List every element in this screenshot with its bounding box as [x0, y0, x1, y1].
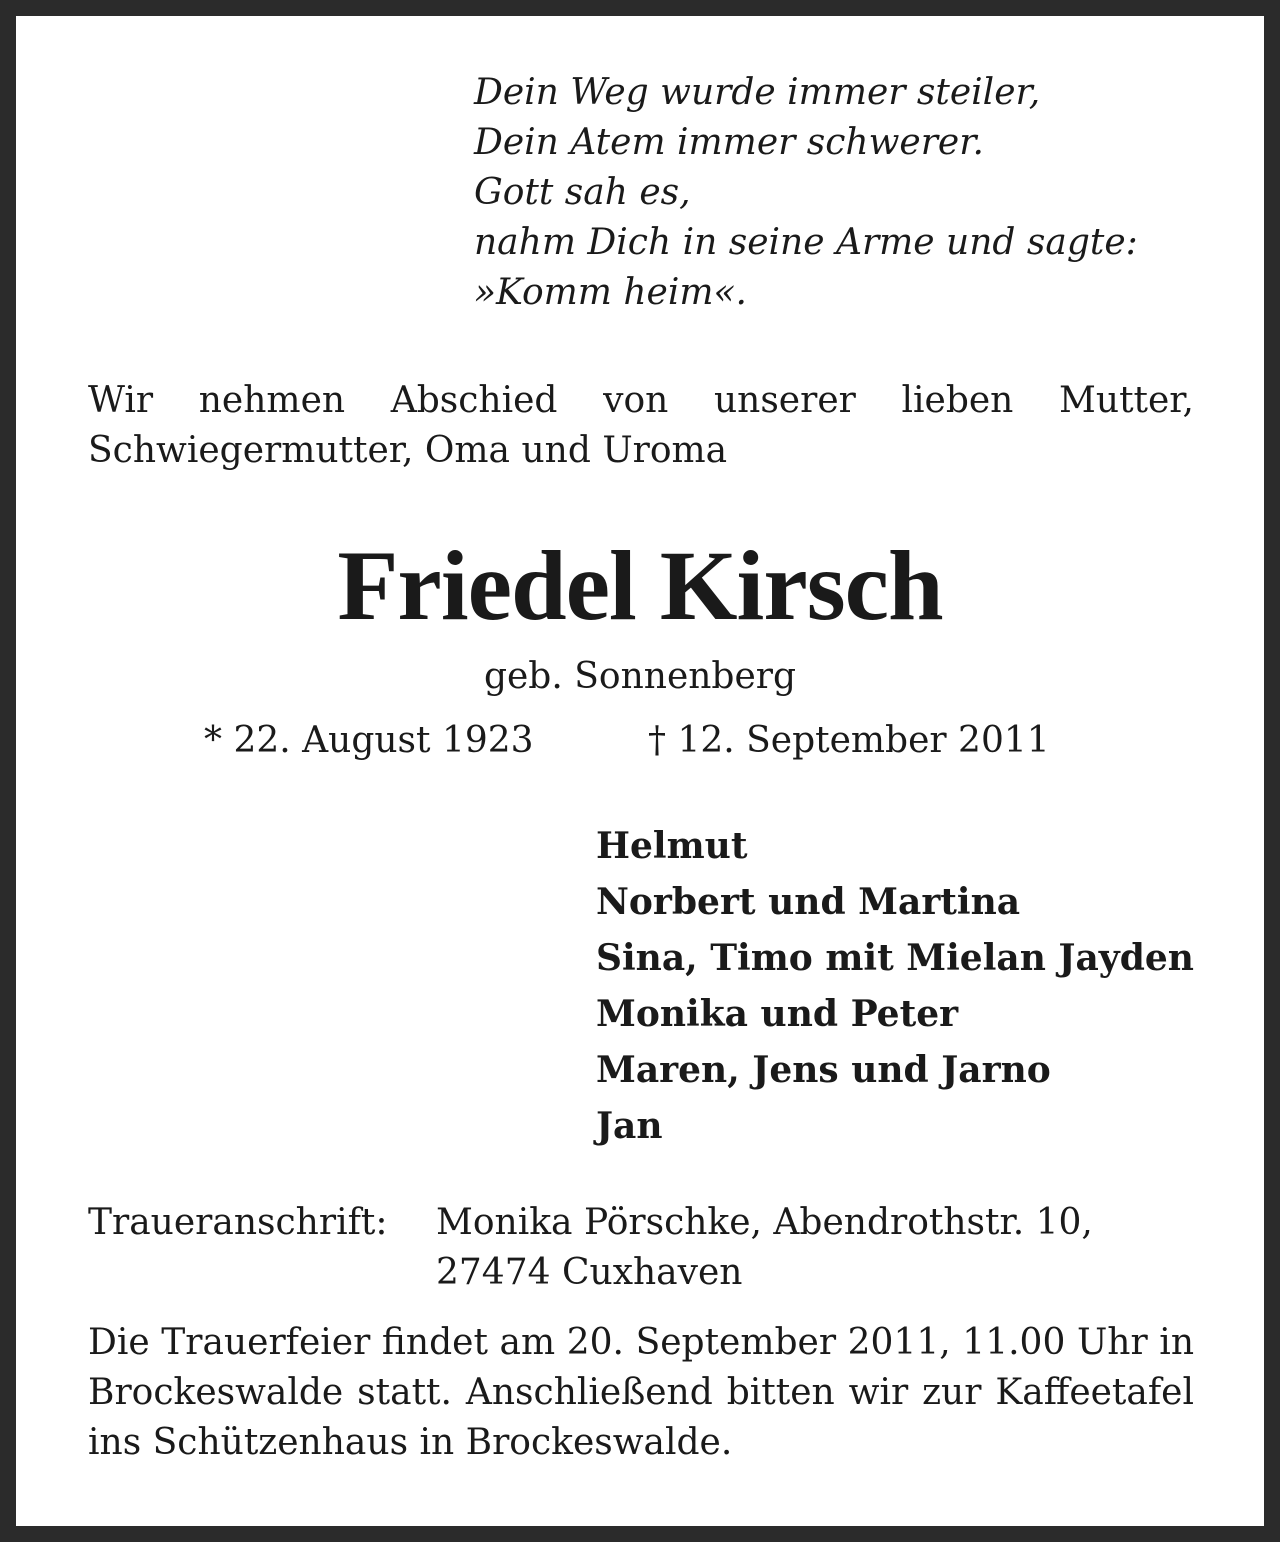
mourners-list [596, 818, 1194, 1154]
maiden-name: geb. Sonnenberg [483, 656, 797, 697]
mourner-name: Sina, Timo mit Mielan Jayden [596, 937, 1194, 979]
mourner-name: Monika und Peter [596, 993, 959, 1035]
mourner-name: Maren, Jens und Jarno [596, 1049, 1051, 1091]
poem-verse [474, 68, 1138, 318]
poem-line: »Komm heim«. [474, 272, 747, 313]
mourner-name: Helmut [596, 825, 748, 867]
intro-text [88, 376, 1194, 476]
poem-line: Dein Weg wurde immer steiler, [474, 72, 1041, 113]
poem-line: Gott sah es, [474, 172, 691, 213]
mourner-name: Norbert und Martina [596, 881, 1021, 923]
mourning-address [88, 1198, 1194, 1298]
funeral-service-text: Die Trauerfeier findet am 20. September 2011, 11.00 Uhr in Brockeswalde statt. Anschließend bitten wir zur Kaffeetafel ins Schützenhaus in Brockeswalde. [88, 1322, 1194, 1463]
birth-date: * 22. August 1923 [204, 720, 534, 761]
address-label: Traueranschrift: [88, 1202, 388, 1243]
poem-line: Dein Atem immer schwerer. [474, 122, 984, 163]
intro-line: Wir nehmen Abschied von unserer lieben Mutter, [88, 380, 1194, 421]
death-date: † 12. September 2011 [648, 720, 1050, 761]
deceased-name: Friedel Kirsch [337, 530, 943, 641]
address-line: 27474 Cuxhaven [436, 1252, 743, 1293]
poem-line: nahm Dich in seine Arme und sagte: [474, 222, 1138, 263]
intro-line: Schwiegermutter, Oma und Uroma [88, 430, 728, 471]
obituary-notice [16, 16, 1264, 1526]
address-line: Monika Pörschke, Abendrothstr. 10, [436, 1202, 1093, 1243]
life-dates [16, 716, 1264, 766]
mourner-name: Jan [596, 1105, 663, 1147]
